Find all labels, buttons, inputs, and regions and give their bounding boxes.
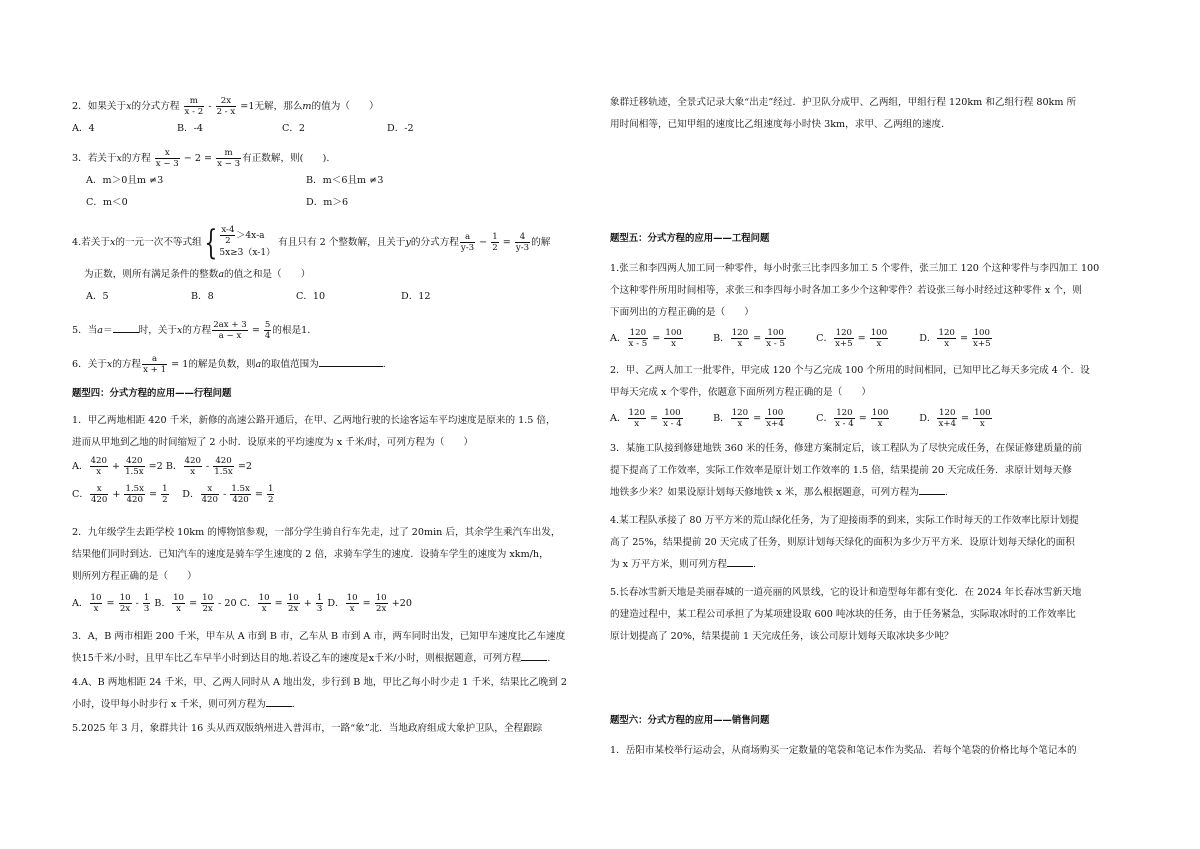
question-3: 3．若关于x的方程 $\frac{x}{x - 3}$ − 2 = $\frac{m}{x - 3}$ 有正数解，则( ). A．m＞0且m ≠3 B．m＜6且m ≠3 C．m＜0 D．m＞6 xyxy=(72,148,602,214)
t4-question-5-continued: 象群迁移轨迹，全景式记录大象“出走”经过．护卫队分成甲、乙两组，甲组行程 120km 和乙组行程 80km 所 用时间相等，已知甲组的速度比乙组速度每小时快 3km，求甲、乙两组的速度． xyxy=(610,97,1077,130)
question-2: 2．如果关于x的分式方程 $\frac{m}{x - 2}$ - $\frac{2x}{2 - x}$ =1无解，那么m的值为（ ） A．4 B．-4 C．2 D．-2 xyxy=(72,96,602,140)
option-a: A．5 xyxy=(86,291,109,302)
t4-question-1: 1．甲乙两地相距 420 千米，新修的高速公路开通后，在甲、乙两地行驶的长途客运车平均速度是原来的 1.5 倍， 进而从甲地到乙地的时间缩短了 2 小时．设原来的平均速度为 x 千米/时，可列方程为（ ） A． $\frac{420}{x}$ + $\frac{420}{1.5x}$ =2 B． $\frac{420}{x}$ - $\frac{420}{1.5x}$ =2 C． $\frac{x}{420}$ + $\frac{1.5x}{420}$ = $\frac{1}{2}$ D． $\frac{x}{420}$ - $\frac{1.5x}{420}$ = $\frac{1}{2}$ xyxy=(72,415,556,505)
option-b: B．8 xyxy=(191,291,214,302)
option-a: A．m＞0且m ≠3 xyxy=(86,175,164,186)
section-heading-4: 题型四：分式方程的应用——行程问题 xyxy=(72,388,232,399)
option-c: C．2 xyxy=(282,123,306,134)
t6-question-1: 1．岳阳市某校举行运动会，从商场购买一定数量的笔袋和笔记本作为奖品．若每个笔袋的价格比每个笔记本的 xyxy=(610,745,1077,756)
t5-question-2: 2．甲、乙两人加工一批零件，甲完成 120 个与乙完成 100 个所用的时间相同，已知甲比乙每天多完成 4 个．设 甲每天完成 x 个零件，依题意下面所列方程正确的是（ ） A． $\frac{120}{x}$ = $\frac{100}{x - 4}$ B． $\frac{120}{x}$ = $\frac{100}{x+4}$ C． $\frac{120}{x - 4}$ = $\frac{100}{x}$ D． $\frac{120}{x+4}$ = $\frac{100}{x}$ xyxy=(610,365,1090,429)
t5-question-4: 4.某工程队承接了 80 万平方米的荒山绿化任务，为了迎接雨季的到来，实际工作时每天的工作效率比原计划提 高了 25%，结果提前 20 天完成了任务，则原计划每天绿化的面积为多少万平方米．设原计划每天绿化的面积 为 x 万平方米，则可列方程 . xyxy=(610,515,1079,570)
t4-question-5: 5.2025 年 3 月，象群共计 16 头从西双版纳州进入普洱市，一路“象”北．当地政府组成大象护卫队，全程跟踪 xyxy=(72,723,543,734)
option-b: B．-4 xyxy=(177,123,203,134)
brace-symbol: { xyxy=(204,222,218,263)
question-4: 4.若关于x的一元一次不等式组{ $\frac{x-4}{2}$ ＞4x-a 5x≥3（x-1） 有且只有 2 个整数解，且关于y的分式方程 $\frac{a}{y-3}$ − $\frac{1}{2}$ = $\frac{4}{y-3}$ 的解 为正数，则所有满足条件的整数a的值之和是（ ） A．5 B．8 C．10 D．12 xyxy=(72,222,602,308)
option-b: B．m＜6且m ≠3 xyxy=(306,175,384,186)
t4-question-3: 3．A，B 两市相距 200 千米，甲车从 A 市到 B 市，乙车从 B 市到 A 市，两车同时出发，已知甲车速度比乙车速度 快15千米/小时，且甲车比乙车早半小时到达目的地.若设乙车的速度是x千米/小时，则根据题意，可列方程 . xyxy=(72,631,566,664)
t5-question-5: 5.长春冰雪新天地是美丽春城的一道亮丽的风景线，它的设计和造型每年都有变化．在 2024 年长春冰雪新天地 的建造过程中，某工程公司承担了为某项建设取 600 吨冰块的任务，由于任务紧急，实际取冰时的工作效率比 原计划提高了 20%，结果提前 1 天完成任务，该公司原计划每天取冰块多少吨？ xyxy=(610,587,1082,642)
option-c: C．m＜0 xyxy=(86,197,128,208)
answer-blank[interactable] xyxy=(113,322,139,333)
answer-blank[interactable] xyxy=(521,650,547,661)
fraction: $\frac{x}{x - 3}$ xyxy=(155,148,179,169)
t4-question-2: 2．九年级学生去距学校 10km 的博物馆参观，一部分学生骑自行车先走，过了 20min 后，其余学生乘汽车出发， 结果他们同时到达．已知汽车的速度是骑车学生速度的 2 倍，求骑车学生的速度．设骑车学生的速度为 xkm/h， 则所列方程正确的是（ ） A． $\frac{10}{x}$ = $\frac{10}{2x}$ - $\frac{1}{3}$ B． $\frac{10}{x}$ = $\frac{10}{2x}$ - 20 C． $\frac{10}{x}$ = $\frac{10}{2x}$ + $\frac{1}{3}$ D． $\frac{10}{x}$ = $\frac{10}{2x}$ +20 xyxy=(72,527,561,614)
option-a: A．4 xyxy=(72,123,95,134)
fraction: $\frac{m}{x - 3}$ xyxy=(217,148,241,169)
option-d: D．12 xyxy=(401,291,431,302)
t4-question-4: 4.A、B 两地相距 24 千米，甲、乙两人同时从 A 地出发，步行到 B 地，甲比乙每小时少走 1 千米，结果比乙晚到 2 小时，设甲每小时步行 x 千米，则可列方程为 . xyxy=(72,677,567,710)
answer-blank[interactable] xyxy=(727,556,753,567)
t5-question-3: 3．某施工队接到修建地铁 360 米的任务，修建方案制定后，该工程队为了尽快完成任务，在保证修建质量的前 提下提高了工作效率，实际工作效率是原计划工作效率的 1.5 倍，结果提前 20 天完成任务．求原计划每天修 地铁多少米？如果设原计划每天修地铁 x 米，那么根据题意，可列方程为 . xyxy=(610,443,1082,498)
option-d: D．m＞6 xyxy=(306,197,349,208)
inequality-system: $\frac{x-4}{2}$ ＞4x-a 5x≥3（x-1） xyxy=(219,225,276,258)
fraction: $\frac{2x}{2 - x}$ xyxy=(216,96,236,117)
section-heading-6: 题型六：分式方程的应用——销售问题 xyxy=(610,715,770,726)
option-d: D．-2 xyxy=(387,123,414,134)
question-6: 6．关于x的方程 $\frac{a}{x + 1}$ = 1的解是负数，则a的取值范围为 . xyxy=(72,354,386,375)
answer-blank[interactable] xyxy=(319,356,383,367)
question-5: 5．当a＝ 时，关于x的方程 $\frac{2ax + 3}{a - x}$ = $\frac{5}{4}$ 的根是1. xyxy=(72,320,311,341)
t5-question-1: 1.张三和李四两人加工同一种零件，每小时张三比李四多加工 5 个零件，张三加工 120 个这种零件与李四加工 100 个这种零件所用时间相等，求张三和李四每小时各加工多少个这种零件？若设张三每小时经过这种零件 x 个，则 下面列出的方程正确的是（ ） A． $\frac{120}{x - 5}$ = $\frac{100}{x}$ B． $\frac{120}{x}$ = $\frac{100}{x - 5}$ C． $\frac{120}{x+5}$ = $\frac{100}{x}$ D． $\frac{120}{x}$ = $\frac{100}{x+5}$ xyxy=(610,263,1100,349)
options-row xyxy=(72,118,602,140)
answer-blank[interactable] xyxy=(919,484,945,495)
section-heading-5: 题型五：分式方程的应用——工程问题 xyxy=(610,233,770,244)
answer-blank[interactable] xyxy=(266,696,292,707)
option-c: C．10 xyxy=(296,291,326,302)
fraction: $\frac{m}{x - 2}$ xyxy=(184,96,204,117)
